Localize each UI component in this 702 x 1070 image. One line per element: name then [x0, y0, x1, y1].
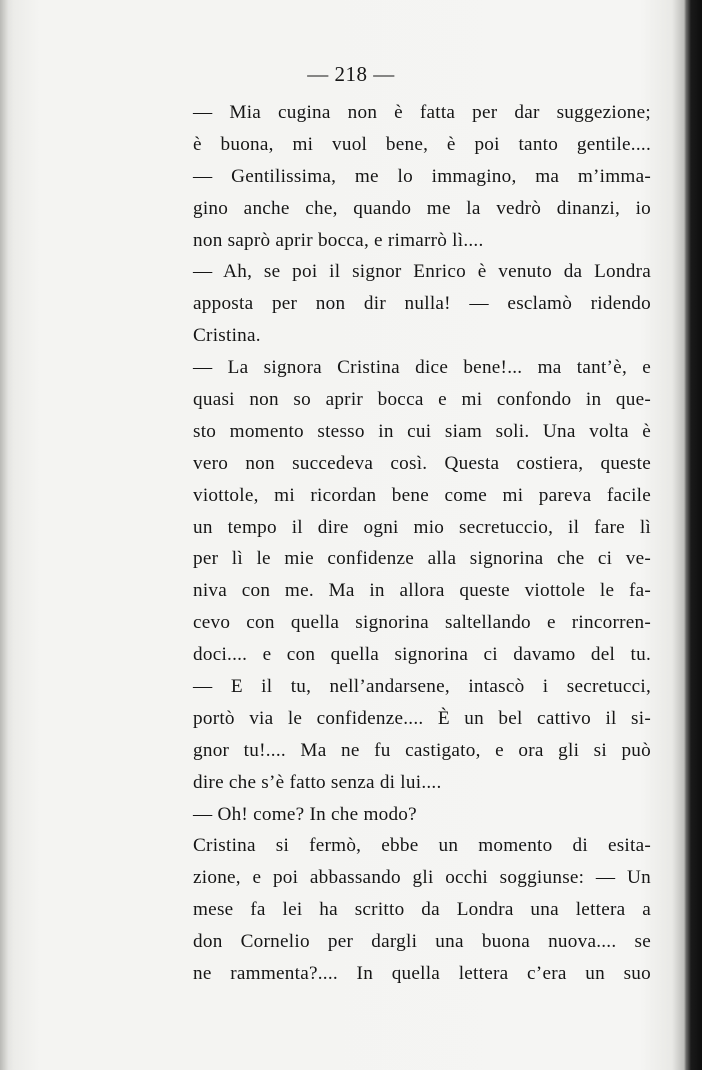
text-line: quasi non so aprir bocca e mi confondo in que- — [193, 389, 651, 411]
text-line: sto momento stesso in cui siam soli. Una volta è — [193, 420, 651, 442]
text-line: mese fa lei ha scritto da Londra una lettera a — [193, 899, 651, 921]
text-line: — La signora Cristina dice bene!... ma tant’è, e — [193, 357, 651, 379]
page-number: — 218 — — [307, 62, 395, 86]
text-line: apposta per non dir nulla! — esclamò ridendo — [193, 293, 651, 315]
text-line: gino anche che, quando me la vedrò dinanzi, io — [193, 197, 651, 219]
text-line: Cristina. — [193, 325, 261, 347]
text-line: — Gentilissima, me lo immagino, ma m’imma- — [193, 165, 651, 187]
text-line: — Ah, se poi il signor Enrico è venuto da Londra — [193, 261, 651, 283]
text-line: gnor tu!.... Ma ne fu castigato, e ora gli si può — [193, 739, 651, 761]
text-line: niva con me. Ma in allora queste viottole le fa- — [193, 580, 651, 602]
text-line: — Oh! come? In che modo? — [193, 803, 417, 825]
text-line: portò via le confidenze.... È un bel cattivo il si- — [193, 707, 651, 729]
text-line: doci.... e con quella signorina ci davamo del tu. — [193, 644, 651, 666]
text-line: per lì le mie confidenze alla signorina che ci ve- — [193, 548, 651, 570]
text-line: Cristina si fermò, ebbe un momento di esita- — [193, 835, 651, 857]
text-line: viottole, mi ricordan bene come mi pareva facile — [193, 484, 651, 506]
text-line: zione, e poi abbassando gli occhi soggiunse: — Un — [193, 867, 651, 889]
page-left-edge — [0, 0, 8, 1070]
binding-shadow — [686, 0, 702, 1070]
text-line: ne rammenta?.... In quella lettera c’era un suo — [193, 963, 651, 985]
text-line: non saprò aprir bocca, e rimarrò lì.... — [193, 229, 484, 251]
text-line: — Mia cugina non è fatta per dar suggezione; — [193, 102, 651, 123]
text-line: vero non succedeva così. Questa costiera, queste — [193, 452, 651, 474]
text-line: dire che s’è fatto senza di lui.... — [193, 771, 442, 793]
text-line: — E il tu, nell’andarsene, intascò i secretucci, — [193, 676, 651, 698]
text-line: è buona, mi vuol bene, è poi tanto gentile.... — [193, 133, 651, 155]
text-line: cevo con quella signorina saltellando e rincorren- — [193, 612, 651, 634]
text-line: don Cornelio per dargli una buona nuova.... se — [193, 931, 651, 953]
text-line: un tempo il dire ogni mio secretuccio, il fare lì — [193, 516, 651, 538]
body-text — [193, 97, 651, 990]
